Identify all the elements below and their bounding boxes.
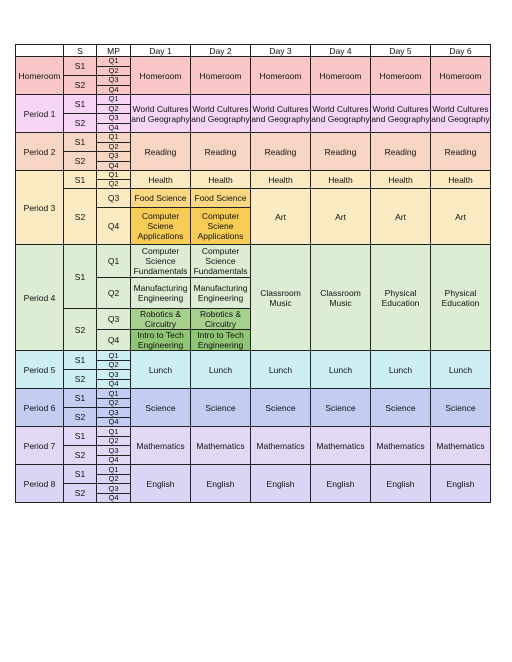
quarter-label: Q3 bbox=[97, 309, 131, 330]
class-cell: Physical Education bbox=[431, 245, 491, 351]
period-label: Period 3 bbox=[16, 171, 64, 245]
class-cell: Classroom Music bbox=[251, 245, 311, 351]
table-row bbox=[16, 171, 491, 180]
quarter-label: Q2 bbox=[97, 398, 131, 408]
class-cell: Science bbox=[371, 389, 431, 427]
quarter-label: Q4 bbox=[97, 379, 131, 389]
class-cell: Mathematics bbox=[311, 427, 371, 465]
quarter-label: Q1 bbox=[97, 171, 131, 180]
class-cell: Homeroom bbox=[191, 57, 251, 95]
semester-label: S2 bbox=[64, 370, 97, 389]
class-cell: Reading bbox=[131, 133, 191, 171]
class-cell: Mathematics bbox=[371, 427, 431, 465]
quarter-label: Q1 bbox=[97, 57, 131, 67]
quarter-label: Q3 bbox=[97, 370, 131, 380]
class-cell: Robotics & Circuitry bbox=[131, 309, 191, 330]
quarter-label: Q2 bbox=[97, 142, 131, 152]
class-cell: English bbox=[431, 465, 491, 503]
class-cell: Health bbox=[431, 171, 491, 189]
semester-label: S1 bbox=[64, 427, 97, 446]
period-label: Period 8 bbox=[16, 465, 64, 503]
class-cell: Homeroom bbox=[431, 57, 491, 95]
quarter-label: Q2 bbox=[97, 180, 131, 189]
table-row bbox=[16, 427, 491, 437]
class-cell: Computer Sciene Applications bbox=[131, 208, 191, 245]
class-cell: Lunch bbox=[431, 351, 491, 389]
table-row bbox=[16, 133, 491, 143]
period-label: Homeroom bbox=[16, 57, 64, 95]
header-day: Day 6 bbox=[431, 45, 491, 57]
period-label: Period 7 bbox=[16, 427, 64, 465]
class-cell: Physical Education bbox=[371, 245, 431, 351]
quarter-label: Q4 bbox=[97, 417, 131, 427]
class-cell: Science bbox=[431, 389, 491, 427]
table-row bbox=[16, 245, 491, 278]
semester-label: S1 bbox=[64, 133, 97, 152]
class-cell: Art bbox=[311, 189, 371, 245]
class-cell: Mathematics bbox=[251, 427, 311, 465]
semester-label: S1 bbox=[64, 351, 97, 370]
quarter-label: Q1 bbox=[97, 133, 131, 143]
quarter-label: Q4 bbox=[97, 208, 131, 245]
quarter-label: Q1 bbox=[97, 351, 131, 361]
class-cell: Intro to Tech Engineering bbox=[131, 330, 191, 351]
class-cell: Health bbox=[311, 171, 371, 189]
semester-label: S2 bbox=[64, 484, 97, 503]
class-cell: Lunch bbox=[371, 351, 431, 389]
class-cell: Lunch bbox=[131, 351, 191, 389]
table-row bbox=[16, 189, 491, 208]
class-cell: Homeroom bbox=[311, 57, 371, 95]
class-cell: Health bbox=[131, 171, 191, 189]
class-cell: English bbox=[371, 465, 431, 503]
semester-label: S2 bbox=[64, 152, 97, 171]
table-row bbox=[16, 465, 491, 475]
class-cell: English bbox=[311, 465, 371, 503]
class-cell: Reading bbox=[371, 133, 431, 171]
class-cell: Food Science bbox=[191, 189, 251, 208]
quarter-label: Q4 bbox=[97, 161, 131, 171]
class-cell: Manufacturing Engineering bbox=[191, 278, 251, 309]
quarter-label: Q2 bbox=[97, 436, 131, 446]
quarter-label: Q4 bbox=[97, 123, 131, 133]
class-cell: Reading bbox=[191, 133, 251, 171]
class-cell: Computer Science Fundamentals bbox=[131, 245, 191, 278]
period-label: Period 2 bbox=[16, 133, 64, 171]
class-cell: Classroom Music bbox=[311, 245, 371, 351]
class-cell: World Cultures and Geography bbox=[311, 95, 371, 133]
class-cell: Mathematics bbox=[131, 427, 191, 465]
semester-label: S1 bbox=[64, 95, 97, 114]
header-s: S bbox=[64, 45, 97, 57]
semester-label: S2 bbox=[64, 408, 97, 427]
semester-label: S1 bbox=[64, 171, 97, 189]
header-row bbox=[16, 45, 491, 57]
semester-label: S2 bbox=[64, 114, 97, 133]
class-cell: Homeroom bbox=[131, 57, 191, 95]
header-day: Day 2 bbox=[191, 45, 251, 57]
class-cell: Science bbox=[251, 389, 311, 427]
class-cell: English bbox=[191, 465, 251, 503]
header-blank bbox=[16, 45, 64, 57]
quarter-label: Q1 bbox=[97, 427, 131, 437]
header-day: Day 4 bbox=[311, 45, 371, 57]
class-cell: Lunch bbox=[311, 351, 371, 389]
table-row bbox=[16, 95, 491, 105]
class-cell: World Cultures and Geography bbox=[431, 95, 491, 133]
semester-label: S1 bbox=[64, 465, 97, 484]
quarter-label: Q3 bbox=[97, 408, 131, 418]
class-cell: English bbox=[251, 465, 311, 503]
class-cell: Reading bbox=[431, 133, 491, 171]
quarter-label: Q3 bbox=[97, 446, 131, 456]
header-day: Day 1 bbox=[131, 45, 191, 57]
class-cell: World Cultures and Geography bbox=[131, 95, 191, 133]
class-cell: English bbox=[131, 465, 191, 503]
quarter-label: Q1 bbox=[97, 389, 131, 399]
semester-label: S2 bbox=[64, 76, 97, 95]
period-label: Period 6 bbox=[16, 389, 64, 427]
class-cell: Robotics & Circuitry bbox=[191, 309, 251, 330]
class-cell: Art bbox=[371, 189, 431, 245]
semester-label: S1 bbox=[64, 245, 97, 309]
semester-label: S2 bbox=[64, 189, 97, 245]
quarter-label: Q3 bbox=[97, 484, 131, 494]
quarter-label: Q1 bbox=[97, 245, 131, 278]
header-mp: MP bbox=[97, 45, 131, 57]
quarter-label: Q3 bbox=[97, 114, 131, 124]
class-cell: Mathematics bbox=[431, 427, 491, 465]
quarter-label: Q3 bbox=[97, 76, 131, 86]
quarter-label: Q2 bbox=[97, 278, 131, 309]
class-cell: Health bbox=[371, 171, 431, 189]
class-cell: World Cultures and Geography bbox=[371, 95, 431, 133]
semester-label: S2 bbox=[64, 309, 97, 351]
quarter-label: Q2 bbox=[97, 66, 131, 76]
class-cell: Computer Science Fundamentals bbox=[191, 245, 251, 278]
class-cell: Health bbox=[251, 171, 311, 189]
header-day: Day 3 bbox=[251, 45, 311, 57]
class-cell: Mathematics bbox=[191, 427, 251, 465]
quarter-label: Q1 bbox=[97, 95, 131, 105]
semester-label: S2 bbox=[64, 446, 97, 465]
period-label: Period 4 bbox=[16, 245, 64, 351]
class-cell: Art bbox=[431, 189, 491, 245]
class-cell: Art bbox=[251, 189, 311, 245]
quarter-label: Q4 bbox=[97, 85, 131, 95]
period-label: Period 1 bbox=[16, 95, 64, 133]
class-cell: Health bbox=[191, 171, 251, 189]
table-row bbox=[16, 57, 491, 67]
semester-label: S1 bbox=[64, 389, 97, 408]
class-cell: Computer Sciene Applications bbox=[191, 208, 251, 245]
class-cell: World Cultures and Geography bbox=[251, 95, 311, 133]
class-cell: World Cultures and Geography bbox=[191, 95, 251, 133]
class-cell: Reading bbox=[311, 133, 371, 171]
class-cell: Food Science bbox=[131, 189, 191, 208]
quarter-label: Q2 bbox=[97, 360, 131, 370]
quarter-label: Q1 bbox=[97, 465, 131, 475]
class-cell: Homeroom bbox=[371, 57, 431, 95]
schedule-table bbox=[15, 44, 491, 503]
quarter-label: Q4 bbox=[97, 455, 131, 465]
semester-label: S1 bbox=[64, 57, 97, 76]
table-row bbox=[16, 389, 491, 399]
class-cell: Manufacturing Engineering bbox=[131, 278, 191, 309]
class-cell: Lunch bbox=[191, 351, 251, 389]
class-cell: Homeroom bbox=[251, 57, 311, 95]
quarter-label: Q4 bbox=[97, 493, 131, 503]
class-cell: Intro to Tech Engineering bbox=[191, 330, 251, 351]
class-cell: Science bbox=[311, 389, 371, 427]
header-day: Day 5 bbox=[371, 45, 431, 57]
quarter-label: Q2 bbox=[97, 104, 131, 114]
class-cell: Science bbox=[191, 389, 251, 427]
class-cell: Lunch bbox=[251, 351, 311, 389]
quarter-label: Q3 bbox=[97, 152, 131, 162]
class-cell: Science bbox=[131, 389, 191, 427]
class-cell: Reading bbox=[251, 133, 311, 171]
quarter-label: Q4 bbox=[97, 330, 131, 351]
quarter-label: Q2 bbox=[97, 474, 131, 484]
period-label: Period 5 bbox=[16, 351, 64, 389]
table-row bbox=[16, 351, 491, 361]
quarter-label: Q3 bbox=[97, 189, 131, 208]
